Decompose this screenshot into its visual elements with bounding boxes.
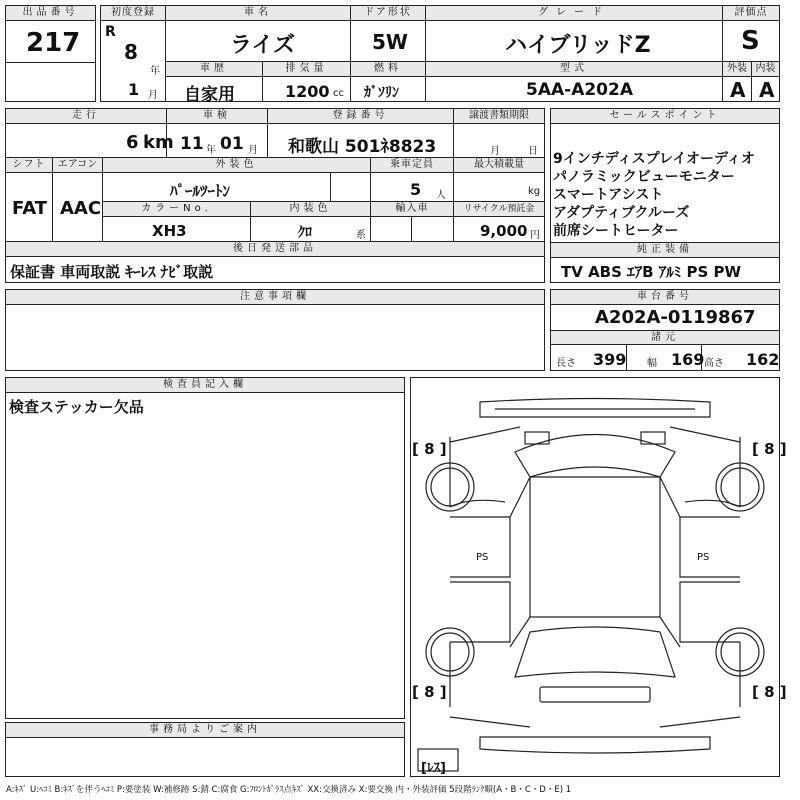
inspector-value: 検査ステッカー欠品: [9, 398, 144, 416]
aircon-value: AAC: [60, 198, 102, 219]
specs-label: 諸元: [551, 331, 779, 345]
model-value: 5AA-A202A: [526, 80, 633, 100]
transfer-month-unit: 月: [490, 146, 500, 157]
door-label: ドア形状: [351, 6, 425, 21]
shift-value: FAT: [12, 198, 48, 219]
ext-color-value: ﾊﾟｰﾙﾂｰﾄﾝ: [170, 182, 231, 200]
tire-rear-right: [ 8 ]: [752, 683, 787, 701]
lot-box: [5, 5, 96, 102]
int-color-unit: 系: [356, 230, 366, 241]
color-no-value: XH3: [152, 222, 187, 240]
width-label: 幅: [647, 358, 657, 369]
score-ext-value: A: [730, 78, 746, 102]
width-value: 169: [671, 350, 705, 369]
equipment-value: TV ABS ｴｱB ｱﾙﾐ PS PW: [561, 263, 742, 281]
score-int-value: A: [759, 78, 775, 102]
tire-front-right: [ 8 ]: [752, 440, 787, 458]
sales-point-item: アダプティブクルーズ: [553, 205, 690, 221]
inspection-year-unit: 年: [206, 145, 216, 156]
notes-box: [5, 289, 545, 371]
inspection-month: 01: [220, 134, 244, 154]
tire-rear-left: [ 8 ]: [412, 683, 447, 701]
sales-point-item: 9インチディスプレイオーディオ: [553, 151, 755, 167]
first-reg-month: 1: [128, 80, 140, 99]
first-reg-month-unit: 月: [148, 90, 158, 101]
sales-point-item: 前席シートヒーター: [553, 223, 679, 239]
lot-value: 217: [26, 28, 81, 58]
spare-tire: [ﾚｽ]: [421, 761, 446, 776]
grade-value: ハイブリッドZ: [505, 33, 651, 58]
later-parts-value: 保証書 車両取説 ｷｰﾚｽ ﾅﾋﾞ取説: [10, 263, 214, 281]
max-load-unit: kg: [528, 186, 541, 197]
first-reg-label: 初度登録: [101, 6, 165, 21]
inspector-box: [5, 377, 405, 719]
office-box: [5, 722, 405, 777]
shift-label: シフト: [6, 158, 52, 173]
height-label: 高さ: [704, 358, 724, 369]
inspection-month-unit: 月: [248, 145, 258, 156]
chassis-label: 車台番号: [551, 290, 779, 305]
first-reg-era: R: [105, 24, 116, 40]
transfer-label: 譲渡書類期限: [454, 109, 544, 124]
inspection-label: 車検: [167, 109, 267, 124]
grade-label: グレード: [426, 6, 722, 21]
displacement-unit: cc: [333, 88, 344, 99]
ext-color-label: 外装色: [103, 158, 370, 173]
displacement-label: 排気量: [263, 62, 350, 77]
int-color-label: 内装色: [251, 202, 370, 217]
transfer-day-unit: 日: [528, 146, 538, 157]
sales-points-label: セールスポイント: [551, 109, 779, 124]
recycle-value: 9,000: [480, 222, 528, 240]
office-label: 事務局よりご案内: [6, 723, 404, 738]
plate-label: 登録番号: [268, 109, 453, 124]
car-name-value: ライズ: [230, 33, 296, 58]
ps-left: PS: [476, 552, 489, 563]
chassis-value: A202A-0119867: [595, 307, 756, 328]
ps-right: PS: [697, 552, 710, 563]
first-reg-year-unit: 年: [150, 66, 160, 77]
score-value: S: [741, 26, 760, 56]
lot-label: 出品番号: [6, 6, 95, 21]
displacement-value: 1200: [285, 82, 330, 101]
history-label: 車歴: [166, 62, 262, 77]
score-label: 評価点: [723, 6, 779, 21]
mileage-unit: km: [143, 132, 174, 153]
ext-label: 外装: [723, 62, 751, 77]
inspector-label: 検査員記入欄: [6, 378, 404, 393]
mileage-label: 走行: [6, 109, 166, 124]
max-load-label: 最大積載量: [454, 158, 544, 173]
import-label: 輸入車: [371, 202, 453, 217]
fuel-value: ｶﾞｿﾘﾝ: [364, 85, 399, 101]
capacity-label: 乗車定員: [371, 158, 453, 173]
sales-point-item: パノラミックビューモニター: [553, 169, 735, 185]
capacity-unit: 人: [436, 190, 446, 201]
length-value: 399: [593, 350, 627, 369]
notes-label: 注意事項欄: [6, 290, 544, 305]
int-color-value: ｸﾛ: [298, 225, 312, 241]
int-label: 内装: [752, 62, 779, 77]
height-value: 162: [746, 350, 780, 369]
tire-front-left: [ 8 ]: [412, 440, 447, 458]
inspection-year: 11: [180, 134, 204, 154]
model-label: 型式: [426, 62, 722, 77]
plate-value: 和歌山 501ﾈ8823: [288, 137, 437, 157]
equipment-label: 純正装備: [551, 243, 779, 258]
chassis-box: [550, 289, 780, 371]
car-outline: [410, 377, 780, 777]
capacity-value: 5: [410, 180, 422, 199]
length-label: 長さ: [556, 358, 576, 369]
legend: A:ｷｽﾞ U:ﾍｺﾐ B:ｷｽﾞを伴うﾍｺﾐ P:要塗装 W:補修跡 S:錆 C:腐食 G:ﾌﾛﾝﾄｶﾞﾗｽ点ｷｽﾞ XX:交換済み X:要交換 内・外装評価 5段階ﾗﾝｸ順(A・B・C・D・E) 1: [6, 785, 572, 795]
door-value: 5W: [372, 30, 408, 54]
first-reg-year: 8: [124, 40, 138, 64]
aircon-label: エアコン: [53, 158, 102, 173]
car-name-label: 車名: [166, 6, 350, 21]
mileage-value: 6: [126, 132, 139, 153]
fuel-label: 燃料: [351, 62, 425, 77]
sales-point-item: スマートアシスト: [553, 187, 664, 203]
recycle-label: リサイクル預託金: [454, 202, 544, 217]
color-no-label: カラーNo.: [103, 202, 250, 217]
later-parts-label: 後日発送部品: [6, 242, 544, 257]
history-value: 自家用: [184, 85, 235, 105]
recycle-unit: 円: [530, 230, 540, 241]
